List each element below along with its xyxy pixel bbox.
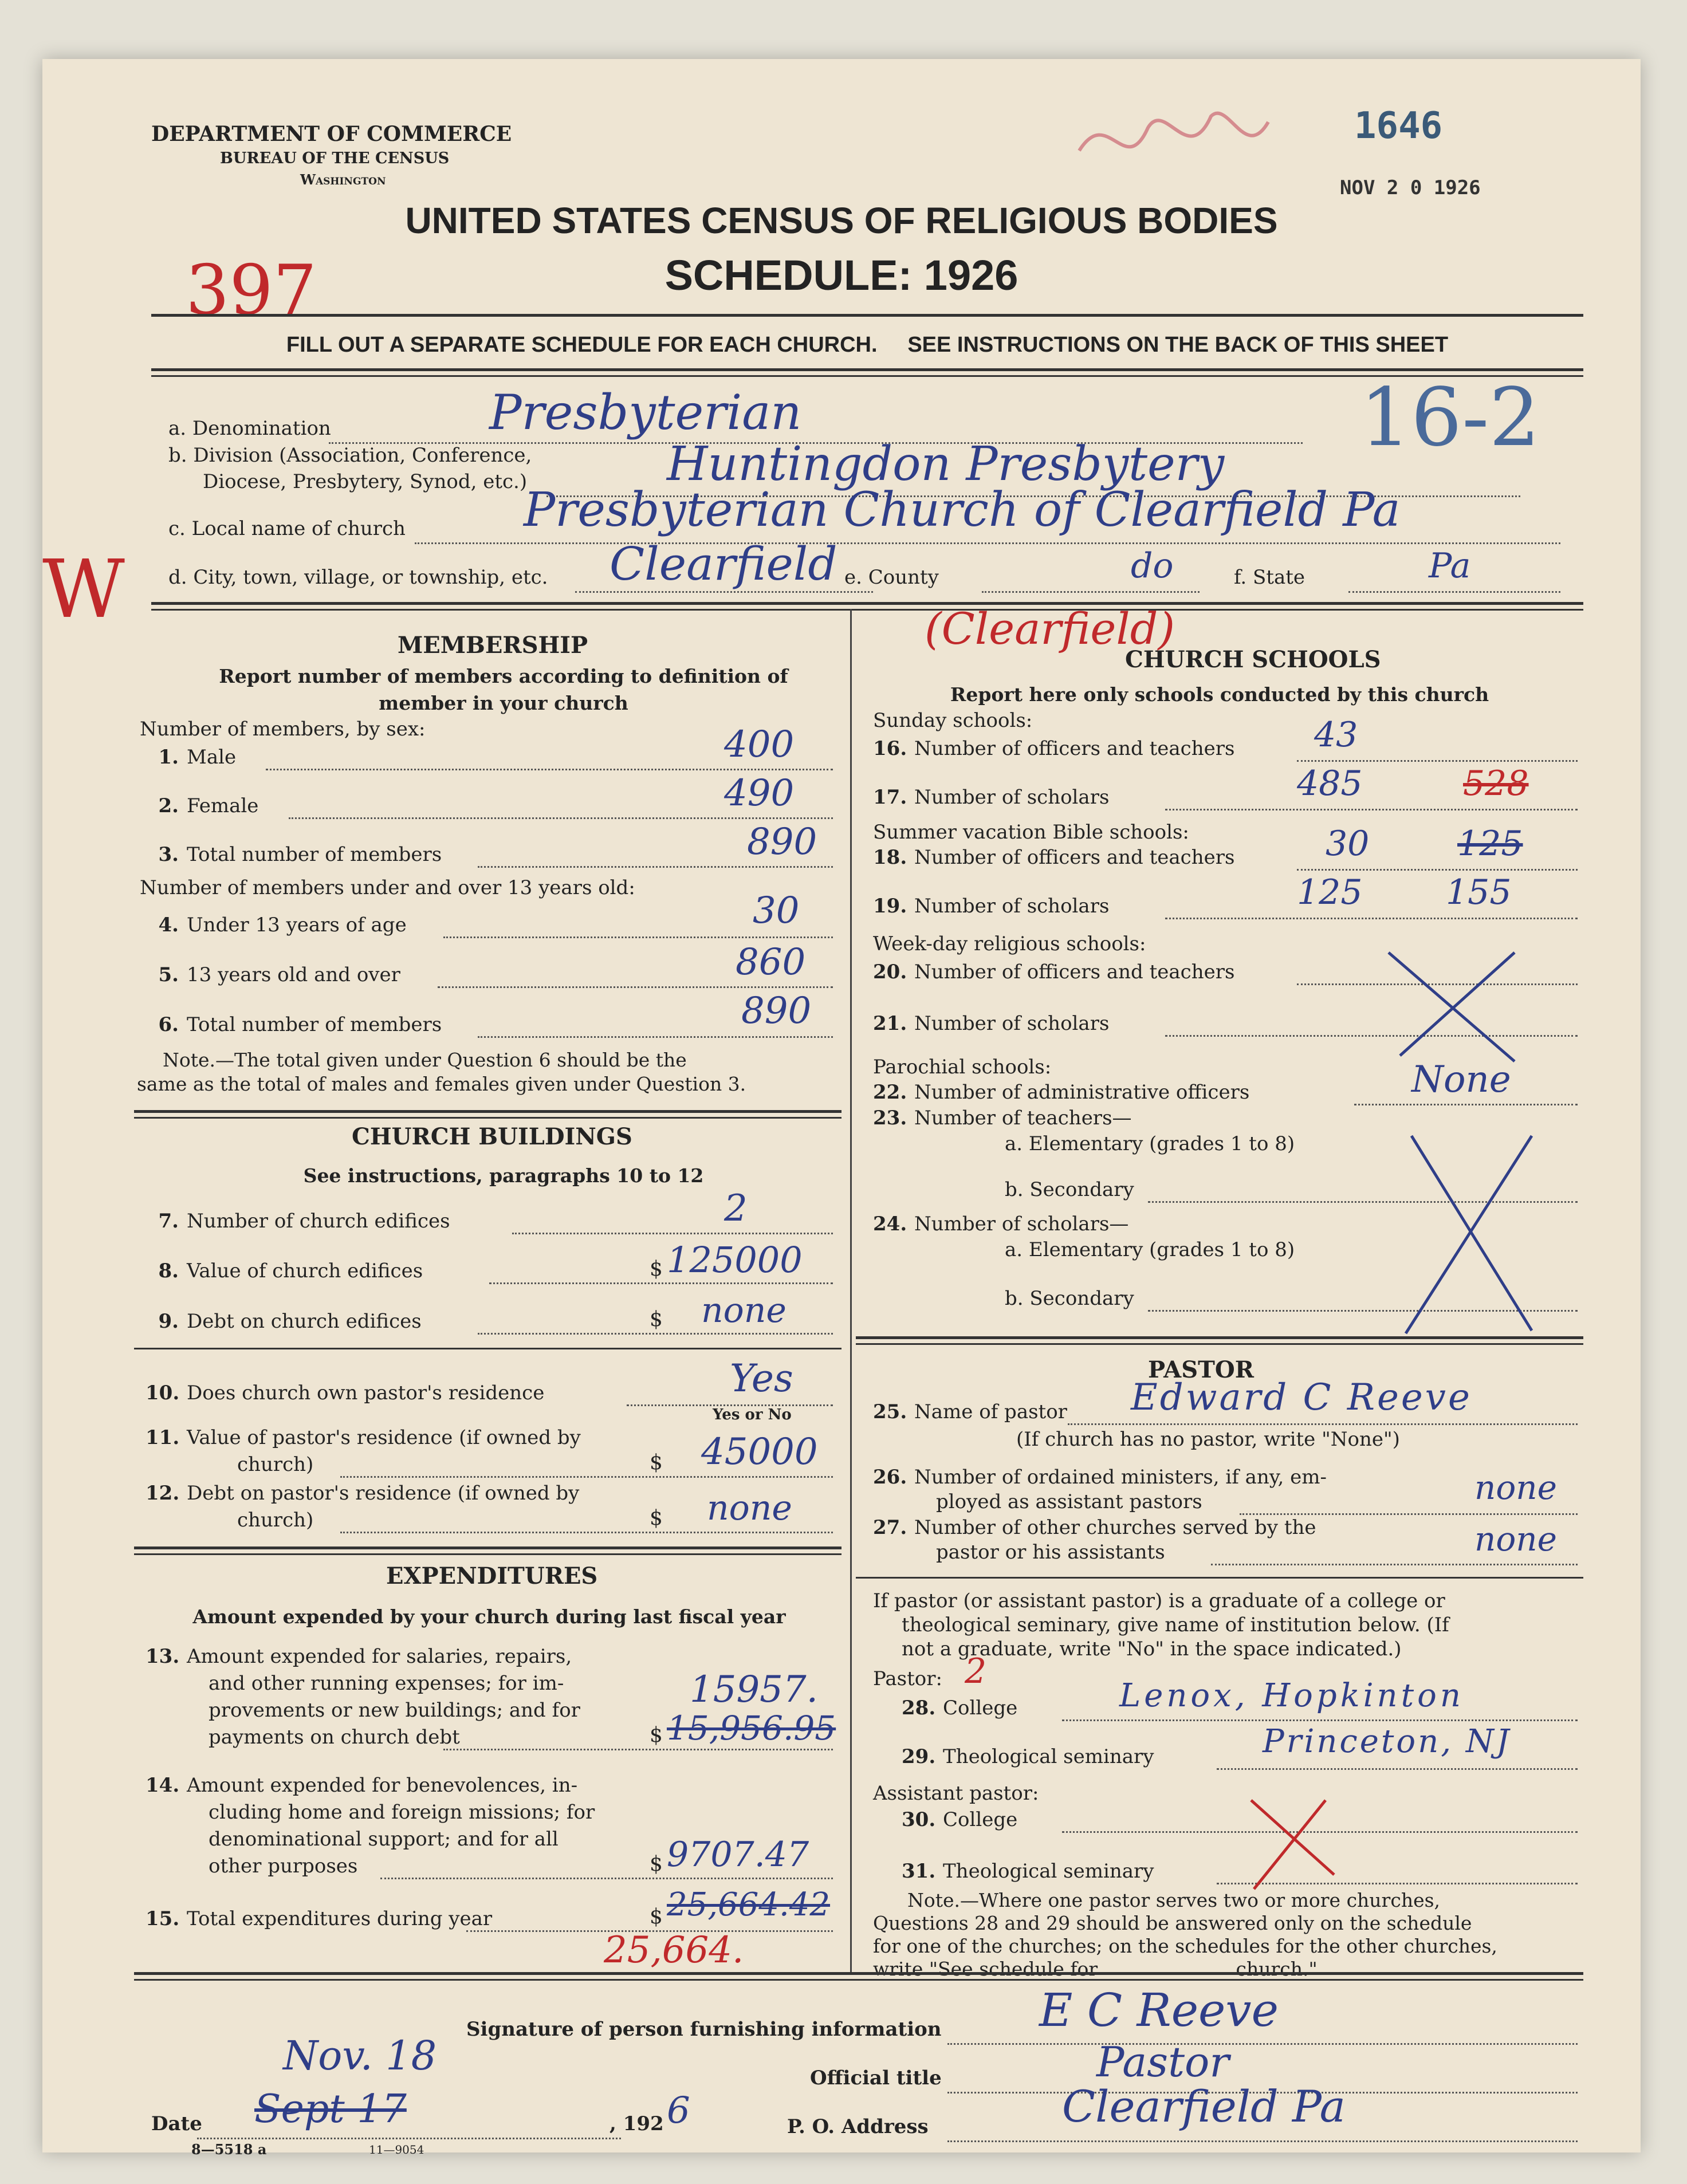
- q27-other-churches: 27. Number of other churches served by the: [873, 1516, 1316, 1539]
- rule-edifices: [134, 1348, 841, 1349]
- q31-assistant-seminary: 31. Theological seminary: [902, 1860, 1154, 1883]
- q25-pastor-name: 25. Name of pastor: [873, 1400, 1067, 1423]
- bureau-name: BUREAU OF THE CENSUS: [220, 149, 450, 167]
- q20-weekday-teachers: 20. Number of officers and teachers: [873, 961, 1235, 983]
- q23-teachers: 23. Number of teachers—: [873, 1107, 1132, 1130]
- weekday-schools-label: Week-day religious schools:: [873, 932, 1146, 955]
- city-value: Clearfield: [609, 537, 837, 591]
- county-correction: (Clearfield): [925, 603, 1175, 654]
- q15-struck-value: 25,664.42: [667, 1886, 831, 1923]
- q13-struck-value: 15,956.95: [667, 1709, 836, 1748]
- pastor-mark: 2: [965, 1651, 987, 1691]
- state-label: f. State: [1234, 566, 1305, 589]
- q14-dollar: $: [650, 1852, 663, 1876]
- q21-weekday-scholars: 21. Number of scholars: [873, 1012, 1110, 1035]
- form-number: 8—5518 a: [191, 2141, 267, 2158]
- q15-dollar: $: [650, 1905, 663, 1929]
- membership-note-2: same as the total of males and females given under Question 3.: [137, 1073, 746, 1095]
- q15-total-expenditures: 15. Total expenditures during year: [146, 1907, 493, 1930]
- county-value: do: [1131, 546, 1174, 586]
- q23b-secondary: b. Secondary: [1005, 1178, 1134, 1201]
- rule-id-2: [151, 609, 1583, 611]
- pastor-note-1: Note.—Where one pastor serves two or more churches,: [907, 1889, 1441, 1911]
- q4-under-13: 4. Under 13 years of age: [158, 914, 407, 936]
- q7-value: 2: [724, 1187, 748, 1230]
- q10-value: Yes: [730, 1356, 793, 1400]
- q26-line-2: ployed as assistant pastors: [936, 1490, 1202, 1513]
- department-name: DEPARTMENT OF COMMERCE: [151, 122, 512, 146]
- q12-value: none: [707, 1488, 792, 1528]
- q11-residence-value: 11. Value of pastor's residence (if owned by: [146, 1426, 581, 1449]
- rule-membership: [134, 1110, 841, 1113]
- q22-parochial-officers: 22. Number of administrative officers: [873, 1081, 1250, 1104]
- q10-owns-residence: 10. Does church own pastor's residence: [146, 1382, 545, 1404]
- schools-heading: CHURCH SCHOOLS: [1125, 646, 1381, 673]
- q3-total-members: 3. Total number of members: [158, 843, 442, 866]
- q2-female: 2. Female: [158, 794, 259, 817]
- division-label-2: Diocese, Presbytery, Synod, etc.): [203, 470, 528, 493]
- rule-top: [151, 314, 1583, 317]
- division-value: Huntingdon Presbytery: [667, 437, 1225, 491]
- signature-value: E C Reeve: [1039, 1984, 1279, 2037]
- q27-line-2: pastor or his assistants: [936, 1541, 1165, 1564]
- q11-residence-value-2: church): [237, 1453, 314, 1476]
- q17-value: 485: [1297, 764, 1363, 804]
- assistant-cross-out: [1240, 1789, 1343, 1898]
- pastor-heading: PASTOR: [1148, 1356, 1254, 1383]
- q16-sunday-teachers: 16. Number of officers and teachers: [873, 737, 1235, 760]
- scribble-mark: [1073, 93, 1314, 185]
- buildings-sub: See instructions, paragraphs 10 to 12: [303, 1164, 704, 1187]
- pastor-note-4: write "See schedule for church.": [873, 1958, 1318, 1980]
- members-by-sex-label: Number of members, by sex:: [140, 718, 426, 741]
- sunday-schools-label: Sunday schools:: [873, 709, 1033, 732]
- q9-edifice-debt: 9. Debt on church edifices: [158, 1310, 422, 1333]
- rule-buildings-2: [134, 1553, 841, 1555]
- q13-value: 15957.: [690, 1669, 818, 1711]
- q13-dollar: $: [650, 1723, 663, 1747]
- print-number: 11—9054: [369, 2143, 424, 2157]
- division-label: b. Division (Association, Conference,: [168, 444, 532, 467]
- graduate-instructions-3: not a graduate, write "No" in the space indicated.): [902, 1638, 1402, 1660]
- date-struck-value: Sept 17: [254, 2087, 407, 2132]
- parochial-schools-label: Parochial schools:: [873, 1056, 1052, 1079]
- q17-sunday-scholars: 17. Number of scholars: [873, 786, 1110, 809]
- membership-sub-2: member in your church: [379, 692, 628, 714]
- graduate-instructions-2: theological seminary, give name of institution below. (If: [902, 1614, 1449, 1636]
- members-by-age-label: Number of members under and over 13 years old:: [140, 876, 635, 899]
- rule-footer-2: [134, 1979, 1583, 1981]
- form-schedule-year: SCHEDULE: 1926: [664, 251, 1019, 299]
- pastor-subheading: Pastor:: [873, 1667, 942, 1690]
- q11-value: 45000: [701, 1431, 818, 1473]
- q5-13-and-over: 5. 13 years old and over: [158, 963, 400, 986]
- q30-assistant-college: 30. College: [902, 1808, 1018, 1831]
- q18-struck-value: 125: [1457, 824, 1523, 864]
- q8-edifice-value: 8. Value of church edifices: [158, 1260, 423, 1282]
- church-name-value: Presbyterian Church of Clearfield Pa: [524, 483, 1401, 537]
- q19-value-alt: 155: [1446, 872, 1512, 912]
- buildings-heading: CHURCH BUILDINGS: [352, 1123, 632, 1150]
- graduate-instructions-1: If pastor (or assistant pastor) is a graduate of a college or: [873, 1589, 1445, 1612]
- q13-running-expenses: 13. Amount expended for salaries, repairs,: [146, 1645, 572, 1668]
- q13-line-2: and other running expenses; for im-: [209, 1672, 564, 1695]
- handwritten-number: 397: [186, 251, 317, 330]
- parochial-cross-out: [1389, 1124, 1549, 1342]
- expenditures-sub: Amount expended by your church during last fiscal year: [192, 1605, 786, 1628]
- date-value: Nov. 18: [283, 2032, 437, 2079]
- q14-line-2: cluding home and foreign missions; for: [209, 1801, 595, 1824]
- q1-value: 400: [724, 723, 795, 766]
- bureau-city: Washington: [300, 171, 386, 188]
- rule-id: [151, 602, 1583, 605]
- membership-sub-1: Report number of members according to definition of: [219, 665, 788, 687]
- year-label: , 192: [609, 2112, 664, 2135]
- q26-assistant-ministers: 26. Number of ordained ministers, if any, em-: [873, 1466, 1327, 1489]
- rule-buildings: [134, 1546, 841, 1549]
- q14-line-4: other purposes: [209, 1855, 358, 1878]
- q26-value: none: [1474, 1468, 1557, 1507]
- q14-benevolences: 14. Amount expended for benevolences, in-: [146, 1774, 578, 1797]
- official-title-value: Pastor: [1096, 2038, 1229, 2086]
- signature-label: Signature of person furnishing information: [466, 2018, 942, 2041]
- rule-under-banner-2: [151, 375, 1583, 377]
- q17-struck-value: 528: [1463, 764, 1529, 804]
- rule-under-banner: [151, 368, 1583, 371]
- q18-value: 30: [1326, 824, 1370, 864]
- q13-line-4: payments on church debt: [209, 1726, 460, 1749]
- q22-value: None: [1411, 1058, 1511, 1101]
- pastor-note-3: for one of the churches; on the schedules for the other churches,: [873, 1935, 1497, 1957]
- q7-line: [512, 1207, 833, 1234]
- q29-seminary: 29. Theological seminary: [902, 1745, 1154, 1768]
- stamp-date: NOV 2 0 1926: [1340, 176, 1481, 199]
- q24a-elementary: a. Elementary (grades 1 to 8): [1005, 1238, 1295, 1261]
- census-schedule-sheet: [42, 59, 1641, 2158]
- rule-pastor: [856, 1577, 1583, 1579]
- expenditures-heading: EXPENDITURES: [386, 1563, 598, 1589]
- q15-corrected-value: 25,664.: [604, 1929, 744, 1971]
- q28-value: Lenox, Hopkinton: [1119, 1677, 1464, 1714]
- po-address-label: P. O. Address: [787, 2115, 929, 2138]
- city-label: d. City, town, village, or township, etc.: [168, 566, 548, 589]
- county-label: e. County: [844, 566, 939, 589]
- weekday-cross-out: [1377, 941, 1526, 1073]
- schools-sub: Report here only schools conducted by this church: [950, 683, 1489, 706]
- denomination-value: Presbyterian: [489, 384, 802, 440]
- q10-yes-no-hint: Yes or No: [713, 1406, 792, 1423]
- q8-dollar: $: [650, 1257, 663, 1281]
- q19-value: 125: [1297, 872, 1363, 912]
- q9-dollar: $: [650, 1308, 663, 1331]
- q7-edifices: 7. Number of church edifices: [158, 1210, 450, 1233]
- q27-value: none: [1474, 1520, 1557, 1559]
- q5-value: 860: [736, 941, 806, 983]
- q14-line-3: denominational support; and for all: [209, 1828, 559, 1851]
- q18-summer-teachers: 18. Number of officers and teachers: [873, 846, 1235, 869]
- q13-line-3: provements or new buildings; and for: [209, 1699, 580, 1722]
- form-title: UNITED STATES CENSUS OF RELIGIOUS BODIES: [405, 200, 1278, 241]
- q8-value: 125000: [667, 1239, 803, 1281]
- rule-membership-2: [134, 1117, 841, 1119]
- q6-total-members: 6. Total number of members: [158, 1013, 442, 1036]
- state-value: Pa: [1429, 546, 1471, 586]
- handwritten-mark: W: [42, 543, 125, 636]
- q12-residence-debt-2: church): [237, 1509, 314, 1532]
- rule-footer: [134, 1972, 1583, 1975]
- q24-scholars: 24. Number of scholars—: [873, 1213, 1129, 1235]
- q1-male: 1. Male: [158, 746, 237, 769]
- q14-value: 9707.47: [667, 1835, 809, 1875]
- q6-value: 890: [741, 990, 812, 1032]
- assistant-pastor-subheading: Assistant pastor:: [873, 1782, 1039, 1805]
- q3-value: 890: [747, 821, 817, 863]
- handwritten-code: 16-2: [1360, 371, 1540, 465]
- year-digit: 6: [667, 2089, 690, 2132]
- instructions-banner: FILL OUT A SEPARATE SCHEDULE FOR EACH CHURCH. SEE INSTRUCTIONS ON THE BACK OF THIS SHEET: [286, 333, 1449, 357]
- q24b-secondary: b. Secondary: [1005, 1287, 1134, 1310]
- q9-value: none: [701, 1290, 787, 1331]
- q12-dollar: $: [650, 1506, 663, 1530]
- q16-value: 43: [1314, 715, 1358, 755]
- official-title-label: Official title: [810, 2067, 942, 2089]
- q28-college: 28. College: [902, 1697, 1018, 1719]
- po-address-value: Clearfield Pa: [1062, 2081, 1346, 2132]
- membership-note-1: Note.—The total given under Question 6 should be the: [163, 1049, 687, 1071]
- summer-schools-label: Summer vacation Bible schools:: [873, 821, 1189, 844]
- church-name-label: c. Local name of church: [168, 517, 406, 540]
- rule-schools-2: [856, 1343, 1583, 1345]
- q25-note: (If church has no pastor, write "None"): [1016, 1428, 1400, 1451]
- column-divider: [850, 609, 852, 1972]
- membership-heading: MEMBERSHIP: [398, 632, 588, 659]
- stamp-number: 1646: [1354, 105, 1443, 147]
- q12-residence-debt: 12. Debt on pastor's residence (if owned by: [146, 1482, 580, 1505]
- q29-value: Princeton, NJ: [1263, 1723, 1512, 1760]
- q11-dollar: $: [650, 1451, 663, 1474]
- q19-line: [1165, 892, 1578, 919]
- q2-value: 490: [724, 772, 795, 814]
- date-label: Date: [151, 2112, 202, 2135]
- q19-summer-scholars: 19. Number of scholars: [873, 895, 1110, 918]
- rule-schools: [856, 1336, 1583, 1339]
- q23a-elementary: a. Elementary (grades 1 to 8): [1005, 1132, 1295, 1155]
- q4-value: 30: [753, 890, 800, 932]
- denomination-label: a. Denomination: [168, 417, 331, 440]
- q25-value: Edward C Reeve: [1131, 1376, 1472, 1419]
- pastor-note-2: Questions 28 and 29 should be answered only on the schedule: [873, 1912, 1472, 1934]
